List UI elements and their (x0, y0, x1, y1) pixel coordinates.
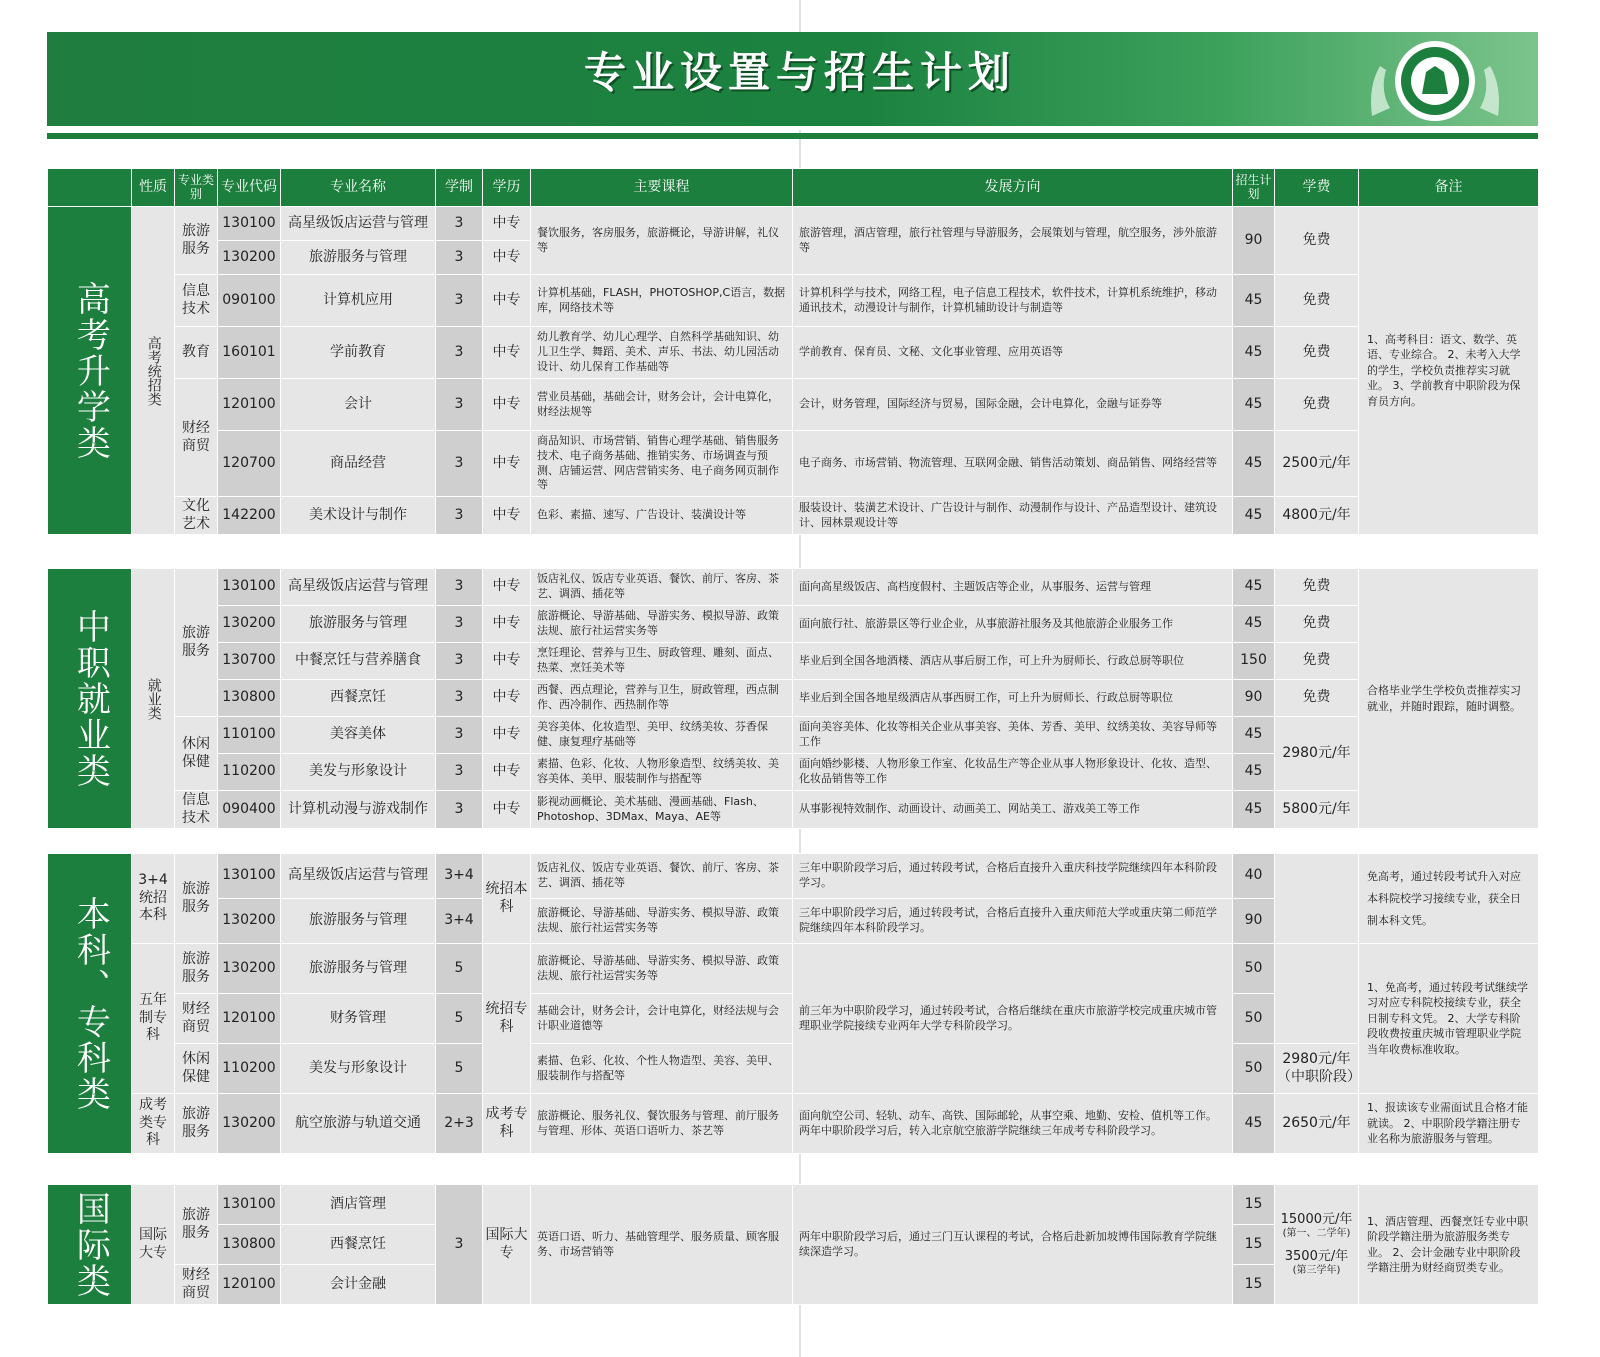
major-cell: 学前教育 (281, 327, 436, 379)
years-cell: 5 (436, 1044, 483, 1094)
table-row (48, 643, 1539, 680)
fee-cell: 免费 (1275, 379, 1359, 431)
years-cell: 3 (436, 1185, 483, 1305)
years-cell: 3 (436, 275, 483, 327)
degree-cell: 中专 (483, 241, 531, 275)
direction-cell: 学前教育、保育员、文秘、文化事业管理、应用英语等 (793, 327, 1233, 379)
direction-cell: 面向美容美体、化妆等相关企业从事美容、美体、芳香、美甲、纹绣美妆、美容导师等工作 (793, 717, 1233, 754)
table-row (48, 207, 1539, 241)
major-cell: 会计金融 (281, 1265, 436, 1305)
table-guoji (47, 1184, 1539, 1305)
quota-cell: 50 (1233, 1044, 1275, 1094)
quota-cell: 15 (1233, 1185, 1275, 1225)
quota-cell: 150 (1233, 643, 1275, 680)
code-cell: 120100 (218, 994, 281, 1044)
major-cell: 旅游服务与管理 (281, 944, 436, 994)
fee-cell: 5800元/年 (1275, 791, 1359, 829)
direction-cell: 面向高星级饭店、高档度假村、主题饭店等企业，从事服务、运营与管理 (793, 569, 1233, 606)
code-cell: 090100 (218, 275, 281, 327)
section-title: 国际类 (48, 1185, 132, 1305)
code-cell: 120100 (218, 379, 281, 431)
direction-cell: 毕业后到全国各地星级酒店从事西厨工作，可上升为厨师长、行政总厨等职位 (793, 680, 1233, 717)
quota-cell: 90 (1233, 207, 1275, 275)
years-cell: 3 (436, 643, 483, 680)
direction-cell: 从事影视特效制作、动画设计、动画美工、网站美工、游戏美工等工作 (793, 791, 1233, 829)
degree-cell: 中专 (483, 754, 531, 791)
remark-cell: 1、高考科目：语文、数学、英语、专业综合。 2、未考入大学的学生，学校负责推荐实习就业。 3、学前教育中职阶段为保育员方向。 (1359, 207, 1539, 535)
table-zhongzhi (47, 568, 1539, 829)
direction-cell: 旅游管理，酒店管理，旅行社管理与导游服务，会展策划与管理，航空服务，涉外旅游等 (793, 207, 1233, 275)
direction-cell: 毕业后到全国各地酒楼、酒店从事后厨工作，可上升为厨师长、行政总厨等职位 (793, 643, 1233, 680)
courses-cell: 旅游概论、导游基础、导游实务、模拟导游、政策法规、旅行社运营实务等 (531, 944, 793, 994)
degree-cell: 中专 (483, 791, 531, 829)
major-cell: 西餐烹饪 (281, 680, 436, 717)
code-cell: 130100 (218, 569, 281, 606)
major-cell: 商品经营 (281, 431, 436, 497)
category-cell: 旅游服务 (175, 1094, 218, 1154)
category-cell: 休闲保健 (175, 717, 218, 791)
major-cell: 高星级饭店运营与管理 (281, 569, 436, 606)
direction-cell: 面向航空公司、轻轨、动车、高铁、国际邮轮，从事空乘、地勤、安检、值机等工作。两年中职阶段学习后，转入北京航空旅游学院继续三年成考专科阶段学习。 (793, 1094, 1233, 1154)
category-cell: 财经商贸 (175, 1265, 218, 1305)
code-cell: 142200 (218, 497, 281, 535)
degree-cell: 中专 (483, 275, 531, 327)
courses-cell: 素描、色彩、化妆、个性人物造型、美容、美甲、服装制作与搭配等 (531, 1044, 793, 1094)
table-row (48, 1094, 1539, 1154)
courses-cell: 英语口语、听力、基础管理学、服务质量、顾客服务、市场营销等 (531, 1185, 793, 1305)
degree-cell: 中专 (483, 207, 531, 241)
nature-cell: 3+4统招本科 (132, 854, 175, 944)
quota-cell: 45 (1233, 327, 1275, 379)
years-cell: 3 (436, 754, 483, 791)
category-cell: 旅游服务 (175, 1185, 218, 1265)
fee-cell (1275, 944, 1359, 1044)
courses-cell: 餐饮服务，客房服务，旅游概论，导游讲解，礼仪等 (531, 207, 793, 275)
quota-cell: 90 (1233, 680, 1275, 717)
direction-cell: 服装设计、装潢艺术设计、广告设计与制作、动漫制作与设计、产品造型设计、建筑设计、园林景观设计等 (793, 497, 1233, 535)
category-cell: 旅游服务 (175, 569, 218, 717)
quota-cell: 50 (1233, 944, 1275, 994)
nature-cell: 五年制专科 (132, 944, 175, 1094)
years-cell: 5 (436, 944, 483, 994)
courses-cell: 西餐、西点理论，营养与卫生，厨政管理，西点制作、西冷制作、西热制作等 (531, 680, 793, 717)
courses-cell: 色彩、素描、速写、广告设计、装潢设计等 (531, 497, 793, 535)
header-major: 专业名称 (281, 169, 436, 207)
code-cell: 130200 (218, 1094, 281, 1154)
fee-cell (1275, 1185, 1359, 1305)
years-cell: 2+3 (436, 1094, 483, 1154)
quota-cell: 45 (1233, 717, 1275, 754)
header-fee: 学费 (1275, 169, 1359, 207)
remark-cell: 合格毕业学生学校负责推荐实习就业，并随时跟踪，随时调整。 (1359, 569, 1539, 829)
courses-cell: 幼儿教育学、幼儿心理学、自然科学基础知识、幼儿卫生学、舞蹈、美术、声乐、书法、幼儿园活动设计、幼儿保育工作基础等 (531, 327, 793, 379)
degree-cell: 中专 (483, 643, 531, 680)
major-cell: 美发与形象设计 (281, 754, 436, 791)
courses-cell: 美容美体、化妆造型、美甲、纹绣美妆、芬香保健、康复理疗基础等 (531, 717, 793, 754)
years-cell: 3 (436, 606, 483, 643)
degree-cell: 中专 (483, 497, 531, 535)
category-cell: 信息技术 (175, 275, 218, 327)
fee-amount: 15000元/年 (1280, 1211, 1353, 1227)
years-cell: 3 (436, 680, 483, 717)
code-cell: 130200 (218, 944, 281, 994)
table-benke-zhuanke (47, 853, 1539, 1154)
nature-cell: 高考统招类 (132, 207, 175, 535)
category-cell: 财经商贸 (175, 994, 218, 1044)
table-row (48, 1185, 1539, 1225)
section-title: 本科、专科类 (48, 854, 132, 1154)
degree-cell: 中专 (483, 431, 531, 497)
table-row (48, 569, 1539, 606)
remark-cell: 免高考，通过转段考试升入对应本科院校学习接续专业，获全日制本科文凭。 (1359, 854, 1539, 944)
table-row (48, 327, 1539, 379)
fee-cell: 免费 (1275, 643, 1359, 680)
direction-cell: 电子商务、市场营销、物流管理、互联网金融、销售活动策划、商品销售、网络经营等 (793, 431, 1233, 497)
years-cell: 3 (436, 791, 483, 829)
table-row (48, 854, 1539, 899)
code-cell: 130200 (218, 606, 281, 643)
quota-cell: 45 (1233, 569, 1275, 606)
degree-cell: 中专 (483, 569, 531, 606)
code-cell: 110100 (218, 717, 281, 754)
code-cell: 160101 (218, 327, 281, 379)
courses-cell: 饭店礼仪、饭店专业英语、餐饮、前厅、客房、茶艺、调酒、插花等 (531, 569, 793, 606)
quota-cell: 45 (1233, 1094, 1275, 1154)
degree-cell: 中专 (483, 680, 531, 717)
courses-cell: 营业员基础，基础会计，财务会计，会计电算化，财经法规等 (531, 379, 793, 431)
header-courses: 主要课程 (531, 169, 793, 207)
degree-cell: 中专 (483, 717, 531, 754)
category-cell: 信息技术 (175, 791, 218, 829)
direction-cell: 面向旅行社、旅游景区等行业企业，从事旅游社服务及其他旅游企业服务工作 (793, 606, 1233, 643)
quota-cell: 45 (1233, 754, 1275, 791)
direction-cell: 会计，财务管理，国际经济与贸易，国际金融，会计电算化，金融与证券等 (793, 379, 1233, 431)
quota-cell: 40 (1233, 854, 1275, 899)
code-cell: 130800 (218, 680, 281, 717)
table-row (48, 680, 1539, 717)
direction-cell: 三年中职阶段学习后，通过转段考试，合格后直接升入重庆科技学院继续四年本科阶段学习。 (793, 854, 1233, 899)
table-row (48, 497, 1539, 535)
quota-cell: 45 (1233, 606, 1275, 643)
category-cell: 文化艺术 (175, 497, 218, 535)
quota-cell: 45 (1233, 379, 1275, 431)
fee-cell: 2500元/年 (1275, 431, 1359, 497)
fee-cell: 免费 (1275, 606, 1359, 643)
major-cell: 计算机应用 (281, 275, 436, 327)
courses-cell: 旅游概论、导游基础、导游实务、模拟导游、政策法规、旅行社运营实务等 (531, 899, 793, 944)
header-category: 专业类别 (175, 169, 218, 207)
years-cell: 3 (436, 241, 483, 275)
fee-cell: 2980元/年 (1275, 717, 1359, 791)
major-cell: 财务管理 (281, 994, 436, 1044)
code-cell: 130800 (218, 1225, 281, 1265)
degree-cell: 成考专科 (483, 1094, 531, 1154)
category-cell: 旅游服务 (175, 944, 218, 994)
header-years: 学制 (436, 169, 483, 207)
code-cell: 120700 (218, 431, 281, 497)
header-nature: 性质 (132, 169, 175, 207)
section-title: 高考升学类 (48, 207, 132, 535)
code-cell: 130700 (218, 643, 281, 680)
courses-cell: 旅游概论、服务礼仪、餐饮服务与管理、前厅服务与管理、形体、英语口语听力、茶艺等 (531, 1094, 793, 1154)
category-cell: 旅游服务 (175, 854, 218, 944)
fee-cell (1275, 854, 1359, 944)
fee-cell: 免费 (1275, 680, 1359, 717)
degree-cell: 中专 (483, 327, 531, 379)
remark-cell: 1、报读该专业需面试且合格才能就读。 2、中职阶段学籍注册专业名称为旅游服务与管理。 (1359, 1094, 1539, 1154)
header-code: 专业代码 (218, 169, 281, 207)
major-cell: 美术设计与制作 (281, 497, 436, 535)
quota-cell: 15 (1233, 1265, 1275, 1305)
major-cell: 美容美体 (281, 717, 436, 754)
quota-cell: 15 (1233, 1225, 1275, 1265)
fee-amount: 3500元/年 (1284, 1248, 1349, 1264)
header-quota: 招生计划 (1233, 169, 1275, 207)
category-cell: 旅游服务 (175, 207, 218, 275)
direction-cell: 三年中职阶段学习后，通过转段考试，合格后直接升入重庆师范大学或重庆第二师范学院继续四年本科阶段学习。 (793, 899, 1233, 944)
degree-cell: 中专 (483, 379, 531, 431)
major-cell: 高星级饭店运营与管理 (281, 854, 436, 899)
direction-cell: 面向婚纱影楼、人物形象工作室、化妆品生产等企业从事人物形象设计、化妆、造型、化妆品销售等工作 (793, 754, 1233, 791)
major-cell: 会计 (281, 379, 436, 431)
fee-cell: 免费 (1275, 207, 1359, 275)
table-row (48, 944, 1539, 994)
school-logo (1360, 36, 1510, 128)
remark-cell: 1、免高考，通过转段考试继续学习对应专科院校接续专业，获全日制专科文凭。 2、大学专科阶段收费按重庆城市管理职业学院当年收费标准收取。 (1359, 944, 1539, 1094)
courses-cell: 影视动画概论、美术基础、漫画基础、Flash、Photoshop、3DMax、Maya、AE等 (531, 791, 793, 829)
code-cell: 120100 (218, 1265, 281, 1305)
major-cell: 美发与形象设计 (281, 1044, 436, 1094)
table-header-row (48, 169, 1539, 207)
quota-cell: 90 (1233, 899, 1275, 944)
header-degree: 学历 (483, 169, 531, 207)
nature-cell: 就业类 (132, 569, 175, 829)
major-cell: 航空旅游与轨道交通 (281, 1094, 436, 1154)
category-cell: 休闲保健 (175, 1044, 218, 1094)
banner-rule (47, 133, 1538, 139)
years-cell: 3+4 (436, 854, 483, 899)
courses-cell: 素描、色彩、化妆、人物形象造型、纹绣美妆、美容美体、美甲、服装制作与搭配等 (531, 754, 793, 791)
major-cell: 酒店管理 (281, 1185, 436, 1225)
direction-cell: 两年中职阶段学习后，通过三门互认课程的考试，合格后赴新加坡博伟国际教育学院继续深造学习。 (793, 1185, 1233, 1305)
courses-cell: 商品知识、市场营销、销售心理学基础、销售服务技术、电子商务基础、推销实务、市场调查与预测、店铺运营、网店营销实务、电子商务网页制作等 (531, 431, 793, 497)
quota-cell: 45 (1233, 275, 1275, 327)
major-cell: 旅游服务与管理 (281, 241, 436, 275)
years-cell: 3 (436, 431, 483, 497)
table-gaokao (47, 168, 1539, 535)
header-direction: 发展方向 (793, 169, 1233, 207)
code-cell: 090400 (218, 791, 281, 829)
years-cell: 3 (436, 569, 483, 606)
degree-cell: 统招本科 (483, 854, 531, 944)
code-cell: 110200 (218, 1044, 281, 1094)
degree-cell: 国际大专 (483, 1185, 531, 1305)
direction-cell: 前三年为中职阶段学习，通过转段考试，合格后继续在重庆市旅游学校完成重庆城市管理职业学院接续专业两年大学专科阶段学习。 (793, 944, 1233, 1094)
fee-cell: 免费 (1275, 569, 1359, 606)
years-cell: 3 (436, 717, 483, 754)
quota-cell: 45 (1233, 431, 1275, 497)
header-remark: 备注 (1359, 169, 1539, 207)
fee-cell: 免费 (1275, 327, 1359, 379)
fee-cell: 免费 (1275, 275, 1359, 327)
years-cell: 3 (436, 327, 483, 379)
fee-cell: 2980元/年（中职阶段） (1275, 1044, 1359, 1094)
quota-cell: 50 (1233, 994, 1275, 1044)
courses-cell: 计算机基础，FLASH，PHOTOSHOP,C语言，数据库，网络技术等 (531, 275, 793, 327)
courses-cell: 烹饪理论、营养与卫生、厨政管理、雕刻、面点、热菜、烹饪美术等 (531, 643, 793, 680)
nature-cell: 成考类专科 (132, 1094, 175, 1154)
table-row (48, 275, 1539, 327)
fee-note: (第一、二学年) (1282, 1228, 1351, 1239)
table-row (48, 606, 1539, 643)
table-row (48, 717, 1539, 754)
code-cell: 130100 (218, 207, 281, 241)
section-title: 中职就业类 (48, 569, 132, 829)
quota-cell: 45 (1233, 497, 1275, 535)
fee-cell: 2650元/年 (1275, 1094, 1359, 1154)
category-cell: 教育 (175, 327, 218, 379)
major-cell: 高星级饭店运营与管理 (281, 207, 436, 241)
table-row (48, 379, 1539, 431)
courses-cell: 基础会计，财务会计，会计电算化，财经法规与会计职业道德等 (531, 994, 793, 1044)
years-cell: 5 (436, 994, 483, 1044)
code-cell: 110200 (218, 754, 281, 791)
years-cell: 3 (436, 379, 483, 431)
table-row (48, 791, 1539, 829)
quota-cell: 45 (1233, 791, 1275, 829)
remark-cell: 1、酒店管理、西餐烹饪专业中职阶段学籍注册为旅游服务类专业。 2、会计金融专业中职阶段学籍注册为财经商贸类专业。 (1359, 1185, 1539, 1305)
page-title: 专业设置与招生计划 (583, 48, 1016, 97)
fee-cell: 4800元/年 (1275, 497, 1359, 535)
major-cell: 中餐烹饪与营养膳食 (281, 643, 436, 680)
code-cell: 130200 (218, 241, 281, 275)
category-cell: 财经商贸 (175, 379, 218, 497)
code-cell: 130200 (218, 899, 281, 944)
fee-note: (第三学年) (1292, 1264, 1341, 1276)
direction-cell: 计算机科学与技术，网络工程，电子信息工程技术，软件技术，计算机系统维护，移动通讯技术，动漫设计与制作，计算机辅助设计与制造等 (793, 275, 1233, 327)
code-cell: 130100 (218, 854, 281, 899)
major-cell: 旅游服务与管理 (281, 899, 436, 944)
major-cell: 计算机动漫与游戏制作 (281, 791, 436, 829)
years-cell: 3 (436, 497, 483, 535)
years-cell: 3 (436, 207, 483, 241)
courses-cell: 饭店礼仪、饭店专业英语、餐饮、前厅、客房、茶艺、调酒、插花等 (531, 854, 793, 899)
years-cell: 3+4 (436, 899, 483, 944)
nature-cell: 国际大专 (132, 1185, 175, 1305)
courses-cell: 旅游概论、导游基础、导游实务、模拟导游、政策法规、旅行社运营实务等 (531, 606, 793, 643)
table-row (48, 431, 1539, 497)
code-cell: 130100 (218, 1185, 281, 1225)
degree-cell: 中专 (483, 606, 531, 643)
major-cell: 西餐烹饪 (281, 1225, 436, 1265)
degree-cell: 统招专科 (483, 944, 531, 1094)
major-cell: 旅游服务与管理 (281, 606, 436, 643)
